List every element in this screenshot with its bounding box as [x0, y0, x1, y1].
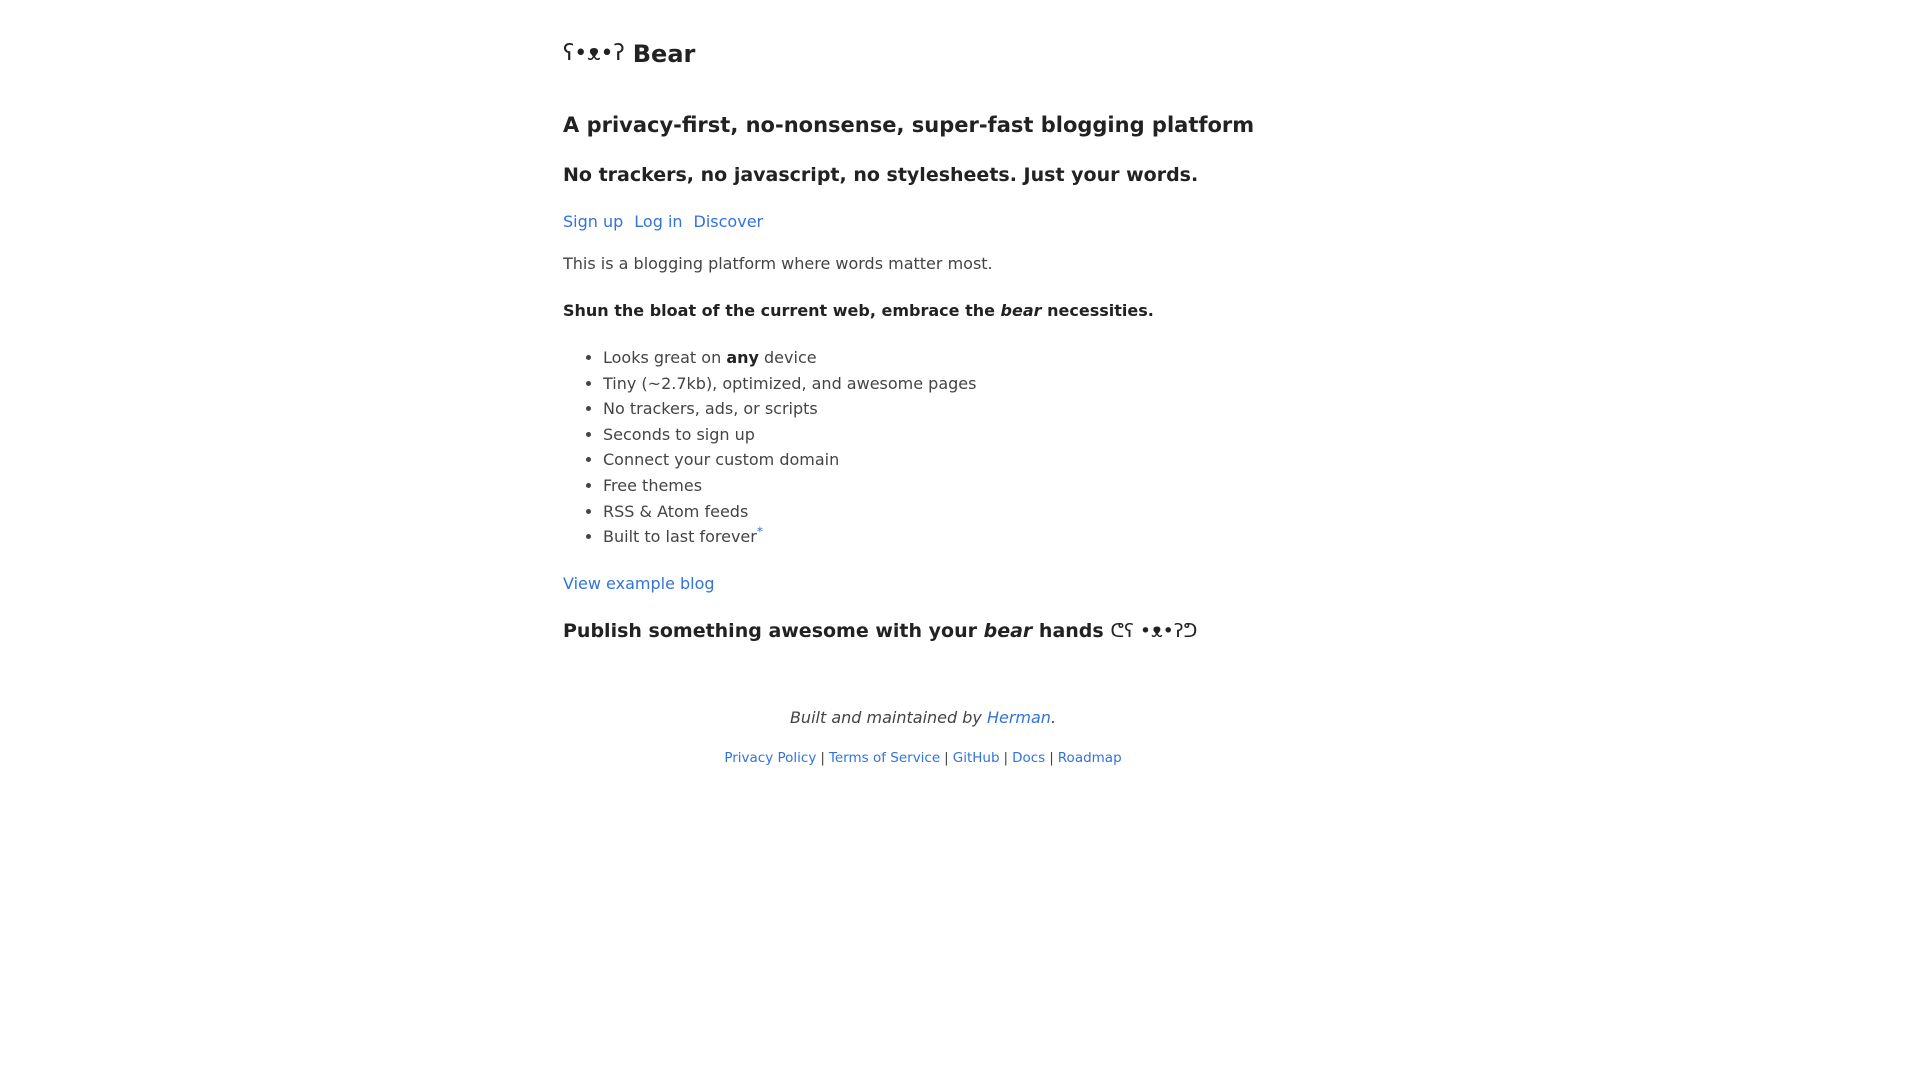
github-link[interactable]: GitHub: [952, 750, 1000, 766]
bear-hands-icon: ᕦʕ •ᴥ•ʔᕤ: [1110, 620, 1198, 642]
tagline-before: Shun the bloat of the current web, embrace the: [563, 301, 1001, 320]
feature-item: [603, 345, 976, 371]
footer-credit: [563, 705, 1283, 731]
feature-text: device: [758, 348, 817, 367]
separator: |: [1049, 750, 1054, 766]
tagline-after: necessities.: [1041, 301, 1154, 320]
separator: |: [944, 750, 949, 766]
feature-text: Looks great on: [603, 348, 727, 367]
separator: |: [1003, 750, 1009, 766]
cta-before: Publish something awesome with your: [563, 620, 984, 642]
site-title-text: Bear: [632, 40, 696, 68]
site-title: [563, 37, 695, 71]
feature-item: • Free themes: [603, 473, 976, 499]
primary-nav: [563, 210, 774, 234]
hero-subheadline: No trackers, no javascript, no stylesheets. Just your words.: [563, 164, 1199, 186]
call-to-action: [563, 617, 1197, 645]
tagline: [563, 298, 1154, 324]
credit-period: .: [1050, 708, 1057, 727]
author-link[interactable]: Herman: [986, 708, 1051, 727]
privacy-policy-link[interactable]: Privacy Policy: [724, 750, 817, 766]
discover-link[interactable]: Discover: [693, 212, 764, 231]
feature-item: • Tiny (~2.7kb), optimized, and awesome pages: [603, 371, 976, 397]
cta-emphasis: bear: [983, 620, 1033, 642]
docs-link[interactable]: Docs: [1012, 750, 1046, 766]
home-link[interactable]: [563, 37, 695, 71]
feature-item: • No trackers, ads, or scripts: [603, 396, 976, 422]
terms-of-service-link[interactable]: Terms of Service: [828, 750, 941, 766]
bear-logo-icon: ʕ•ᴥ•ʔ: [563, 41, 625, 66]
feature-item: • RSS & Atom feeds: [603, 499, 976, 525]
feature-item: • Connect your custom domain: [603, 447, 976, 473]
login-link[interactable]: Log in: [634, 212, 683, 231]
view-example-blog-link[interactable]: View example blog: [563, 574, 715, 593]
cta-after: hands: [1032, 620, 1111, 642]
feature-item: • Seconds to sign up: [603, 422, 976, 448]
signup-link[interactable]: Sign up: [563, 212, 624, 231]
intro-text: This is a blogging platform where words matter most.: [563, 254, 993, 273]
feature-emphasis: any: [726, 348, 759, 367]
footnote-link[interactable]: *: [756, 524, 763, 539]
footer-links: [563, 747, 1283, 769]
separator: |: [820, 750, 825, 766]
credit-text: Built and maintained by: [789, 708, 987, 727]
tagline-emphasis: bear: [1000, 301, 1042, 320]
feature-text: Built to last forever: [603, 527, 757, 547]
hero-headline: A privacy-first, no-nonsense, super-fast blogging platform: [563, 113, 1255, 137]
roadmap-link[interactable]: Roadmap: [1057, 750, 1122, 766]
footer: [563, 705, 1283, 769]
feature-item: [603, 524, 976, 550]
feature-list: [563, 345, 976, 550]
